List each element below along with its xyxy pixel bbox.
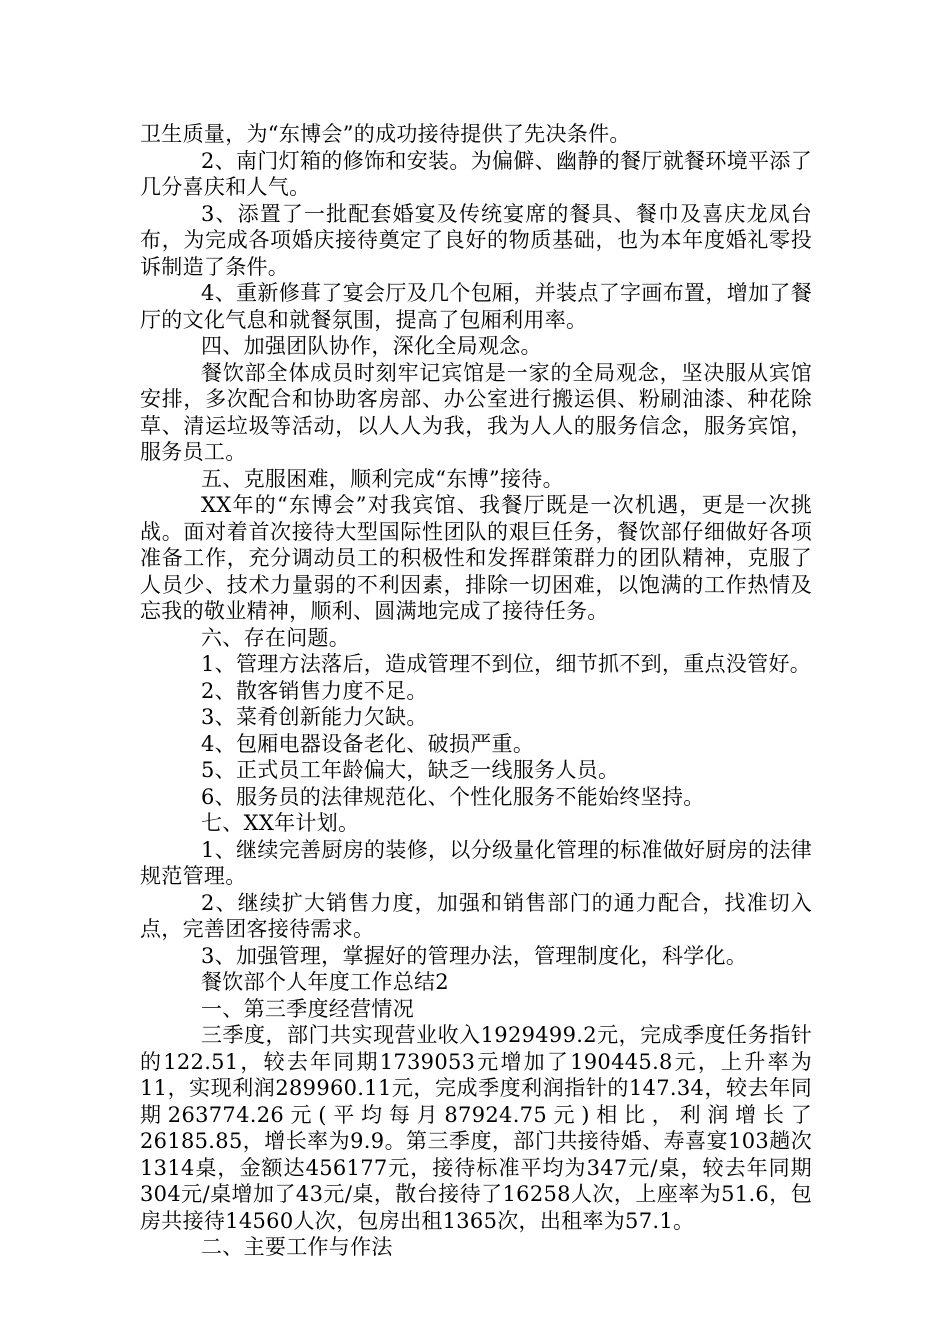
list-item: 4、包厢电器设备老化、破损严重。 <box>201 731 535 756</box>
section-heading: 一、第三季度经营情况 <box>201 996 414 1021</box>
list-item: 2、继续扩大销售力度，加强和销售部门的通力配合，找准切入点，完善团客接待需求。 <box>140 890 812 941</box>
paragraph: 2、南门灯箱的修饰和安装。为偏僻、幽静的餐厅就餐环境平添了几分喜庆和人气。 <box>140 148 812 199</box>
paragraph: 三季度，部门共实现营业收入1929499.2元，完成季度任务指针的122.51，较去年同期1739053元增加了190445.8元，上升率为11，实现利润289960.11元，完成季度利润指针的147.34，较去年同期263774.26元(平均每月87924.75元)相比，利润增长了26185.85，增长率为9.9。第三季度，部门共接待婚、寿喜宴103趟次1314桌，金额达456177元，接待标准平均为347元/桌，较去年同期304元/桌增加了43元/桌，散台接待了16258人次，上座率为51.6，包房共接待14560人次，包房出租1365次，出租率为57.1。 <box>140 1023 812 1233</box>
section-heading: 七、XX年计划。 <box>201 811 360 835</box>
paragraph: 卫生质量，为“东博会”的成功接待提供了先决条件。 <box>140 122 631 146</box>
paragraph: XX年的“东博会”对我宾馆、我餐厅既是一次机遇，更是一次挑战。面对着首次接待大型国际性团队的艰巨任务，餐饮部仔细做好各项准备工作，充分调动员工的积极性和发挥群策群力的团队精神，克服了人员少、技术力量弱的不利因素，排除一切困难，以饱满的工作热情及忘我的敬业精神，顺利、圆满地完成了接待任务。 <box>140 493 812 623</box>
section-heading: 二、主要工作与作法 <box>201 1235 393 1259</box>
list-item: 1、继续完善厨房的装修，以分级量化管理的标准做好厨房的法律规范管理。 <box>140 837 812 888</box>
paragraph: 4、重新修葺了宴会厅及几个包厢，并装点了字画布置，增加了餐厅的文化气息和就餐氛围，提高了包厢利用率。 <box>140 281 812 332</box>
paragraph: 餐饮部全体成员时刻牢记宾馆是一家的全局观念，坚决服从宾馆安排，多次配合和协助客房部、办公室进行搬运倶、粉刷油漆、种花除草、清运垃圾等活动，以人人为我，我为人人的服务信念，服务宾馆，服务员工。 <box>140 360 812 464</box>
document-title: 餐饮部个人年度工作总结2 <box>201 970 449 994</box>
list-item: 3、菜肴创新能力欠缺。 <box>201 705 428 729</box>
list-item: 1、管理方法落后，造成管理不到位，细节抓不到，重点没管好。 <box>201 652 812 676</box>
list-item: 6、服务员的法律规范化、个性化服务不能始终坚持。 <box>201 784 705 809</box>
list-item: 3、加强管理，掌握好的管理办法，管理制度化，科学化。 <box>201 943 748 968</box>
paragraph: 3、添置了一批配套婚宴及传统宴席的餐具、餐巾及喜庆龙凤台布，为完成各项婚庆接待奠定了良好的物质基础，也为本年度婚礼零投诉制造了条件。 <box>140 201 812 279</box>
section-heading: 四、加强团队协作，深化全局观念。 <box>201 334 542 358</box>
list-item: 5、正式员工年龄偏大，缺乏一线服务人员。 <box>201 758 620 782</box>
section-heading: 六、存在问题。 <box>201 625 351 650</box>
list-item: 2、散客销售力度不足。 <box>201 678 428 703</box>
section-heading: 五、克服困难，顺利完成“东博”接待。 <box>201 466 564 491</box>
document-body <box>140 121 812 1261</box>
